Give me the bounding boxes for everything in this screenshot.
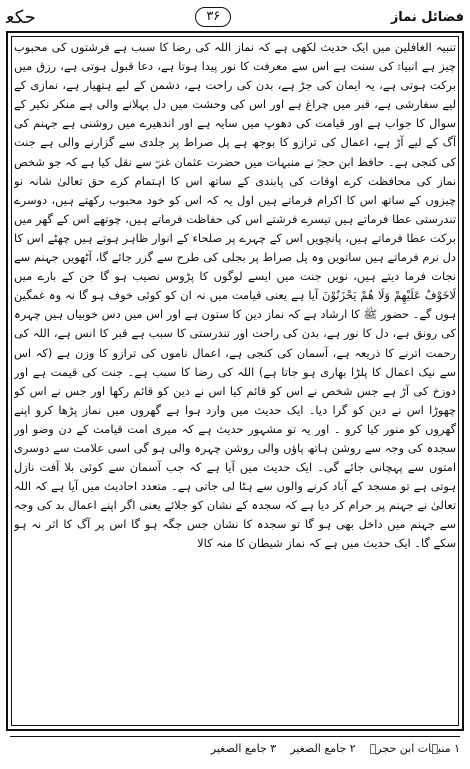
footnote-divider	[10, 736, 460, 737]
footnotes	[10, 736, 460, 762]
footnote-2: ۲ جامع الصغیر	[290, 742, 356, 755]
footnote-1: ۱ منبہات ابن حجرؒ	[369, 742, 460, 755]
page-number: ۳۶	[195, 7, 231, 27]
book-title: فضائل نماز	[390, 9, 464, 25]
body-paragraph: تنبیہ الغافلین میں ایک حدیث لکھی ہے کہ نماز اللہ کی رضا کا سبب ہے فرشتوں کی محبوب چیز ہے انبیاءؑ کی سنت ہے اس سے معرفت کا نور پیدا ہوتا ہے، دعا قبول ہوتی ہے، رزق میں برکت ہوتی ہے، یہ ایمان کی جڑ ہے، بدن کی راحت ہے، دشمن کے لیے ہتھیار ہے، نمازی کے لیے سفارشی ہے، قبر میں چراغ ہے اور اس کی وحشت میں دل بہلانے والی ہے منکر نکیر کے سوال کا جواب ہے اور قیامت کی دھوپ میں سایہ ہے اور اندھیرے میں روشنی ہے جہنم کی آگ کے لیے آڑ ہے، اعمال کی ترازو کا بوجھ ہے پل صراط پر جلدی سے گزارنے والی ہے جنت کی کنجی ہے۔ حافظ ابن حجرؒ نے منبہات میں حضرت عثمان غنیؓ سے نقل کیا ہے کہ جو شخص نماز کی محافظت کرے اوقات کی پابندی کے ساتھ اس کا اہتمام کرے حق تعالیٰ شانہ نو چیزوں کے ساتھ اس کا اکرام فرماتے ہیں اول یہ کہ اس کو خود محبوب رکھتے ہیں، دوسرے تندرستی عطا فرماتے ہیں تیسرے فرشتے اس کی حفاظت فرماتے ہیں، چوتھے اس کے گھر میں برکت عطا فرماتے ہیں، پانچویں اس کے چہرے پر صلحاء کے انوار ظاہر ہوتے ہیں چھٹے اس کا دل نرم فرماتے ہیں ساتویں وہ پل صراط پر بجلی کی طرح سے گزر جائے گا، آٹھویں جہنم سے نجات فرما دیتے ہیں، نویں جنت میں ایسے لوگوں کا پڑوس نصیب ہو گا جن کے بارے میں لَاخَوْفٌ عَلَیْھِمْ وَلَا ھُمْ یَحْزَنُوْنَ آیا ہے یعنی قیامت میں نہ ان کو کوئی خوف ہو گا نہ وہ غمگین ہوں گے۔ حضور ﷺ کا ارشاد ہے کہ نماز دین کا ستون ہے اور اس میں دس خوبیاں ہیں چہرہ کی رونق ہے، دل کا نور ہے، بدن کی راحت اور تندرستی کا سبب ہے قبر کا انس ہے، اللہ کی رحمت اترنے کا ذریعہ ہے، آسمان کی کنجی ہے، اعمال ناموں کی ترازو کا وزن ہے (کہ اس سے نیک اعمال کا پلڑا بھاری ہو جاتا ہے) اللہ کی رضا کا سبب ہے۔ جنت کی قیمت ہے اور دوزخ کی آڑ ہے جس شخص نے اس کو قائم کیا اس نے دین کو قائم رکھا اور جس نے اس کو چھوڑا اس نے دین کو گرا دیا۔ ایک حدیث میں وارد ہوا ہے گھروں میں نماز پڑھا کرو اپنے گھروں کو منور کیا کرو ۔ اور یہ تو مشہور حدیث ہے کہ میری امت قیامت کے دن وضو اور سجدہ کی وجہ سے روشن ہاتھ پاؤں والی روشن چہرہ والی ہو گی اسی علامت سے دوسری امتوں سے پہچانی جائے گی۔ ایک حدیث میں آیا ہے کہ جب آسمان سے کوئی بلا آفت نازل ہوتی ہے تو مسجد کے آباد کرنے والوں سے ہٹا لی جاتی ہے۔ متعدد احادیث میں آیا ہے کہ اللہ تعالیٰ نے جہنم پر حرام کر دیا ہے کہ سجدہ کے نشان کو جلائے یعنی اگر اپنے اعمال بد کی وجہ سے جہنم میں داخل بھی ہو گا تو سجدہ کا نشان جس جگہ ہو گا اس پر آگ کا اثر نہ ہو سکے گا۔ ایک حدیث میں ہے کہ نماز شیطان کا منہ کالا	[14, 40, 456, 551]
header-ornament: ﺣﮑﻌ	[6, 6, 36, 28]
footnote-3: ۳ جامع الصغیر	[210, 742, 277, 755]
main-text	[14, 38, 456, 726]
page-header	[6, 4, 464, 30]
